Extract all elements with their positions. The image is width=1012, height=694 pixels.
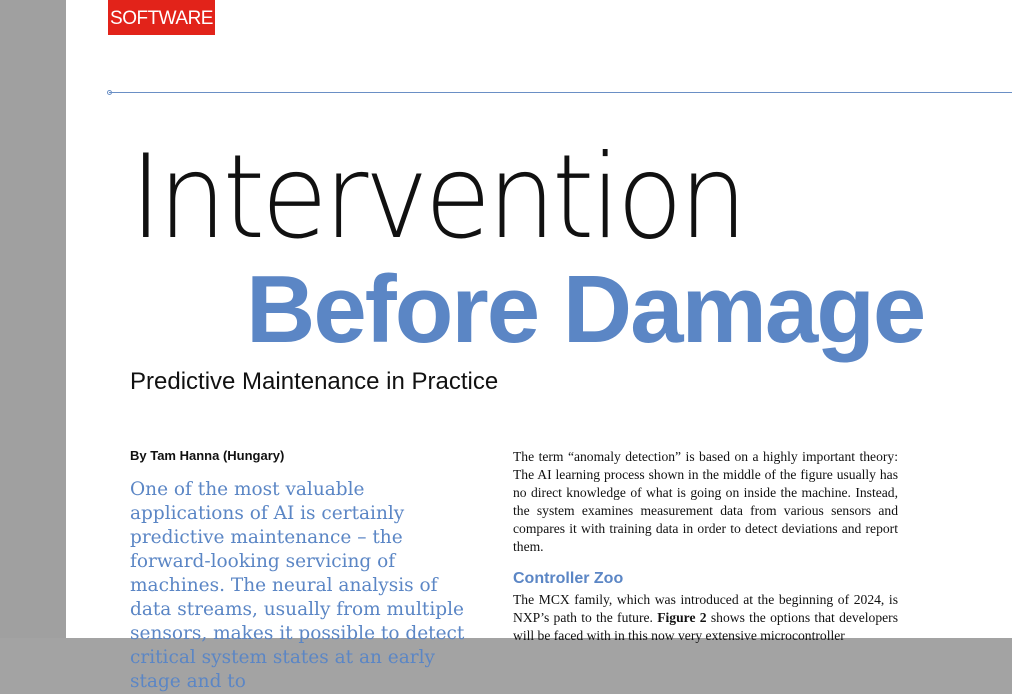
- title-line-1: Intervention: [130, 130, 744, 265]
- body-column-right: [513, 448, 898, 645]
- viewer-background: [0, 0, 66, 638]
- figure-reference: Figure 2: [657, 610, 707, 625]
- section-heading: Controller Zoo: [513, 570, 624, 587]
- body-text: The MCX family, which was introduced at the beginning of 2024, is NXP’s path to the future.: [513, 592, 898, 625]
- byline: By Tam Hanna (Hungary): [130, 448, 285, 463]
- subtitle: Predictive Maintenance in Practice: [130, 368, 499, 395]
- body-paragraph: [513, 591, 898, 645]
- section-tag: SOFTWARE: [108, 0, 215, 35]
- lead-paragraph: One of the most valuable applications of AI is certainly predictive maintenance – the forward-looking servicing of machines. The neural analysis of data streams, usually from multiple sensors, makes it possible to detect critical system states at an early stage and to: [130, 479, 465, 692]
- document-page: [66, 0, 1012, 692]
- header-rule: [109, 92, 1012, 93]
- title-line-2: Before Damage: [246, 256, 925, 363]
- body-text: shows the options that developers will be faced with in this now very extensive microcontroller: [513, 610, 898, 643]
- body-paragraph: The term “anomaly detection” is based on a highly important theory: The AI learning process shown in the middle of the figure usually has no direct knowledge of what is going on inside the machine. Instead, the system examines measurement data from various sensors and compares it with training data in order to detect deviations and report them.: [513, 449, 898, 554]
